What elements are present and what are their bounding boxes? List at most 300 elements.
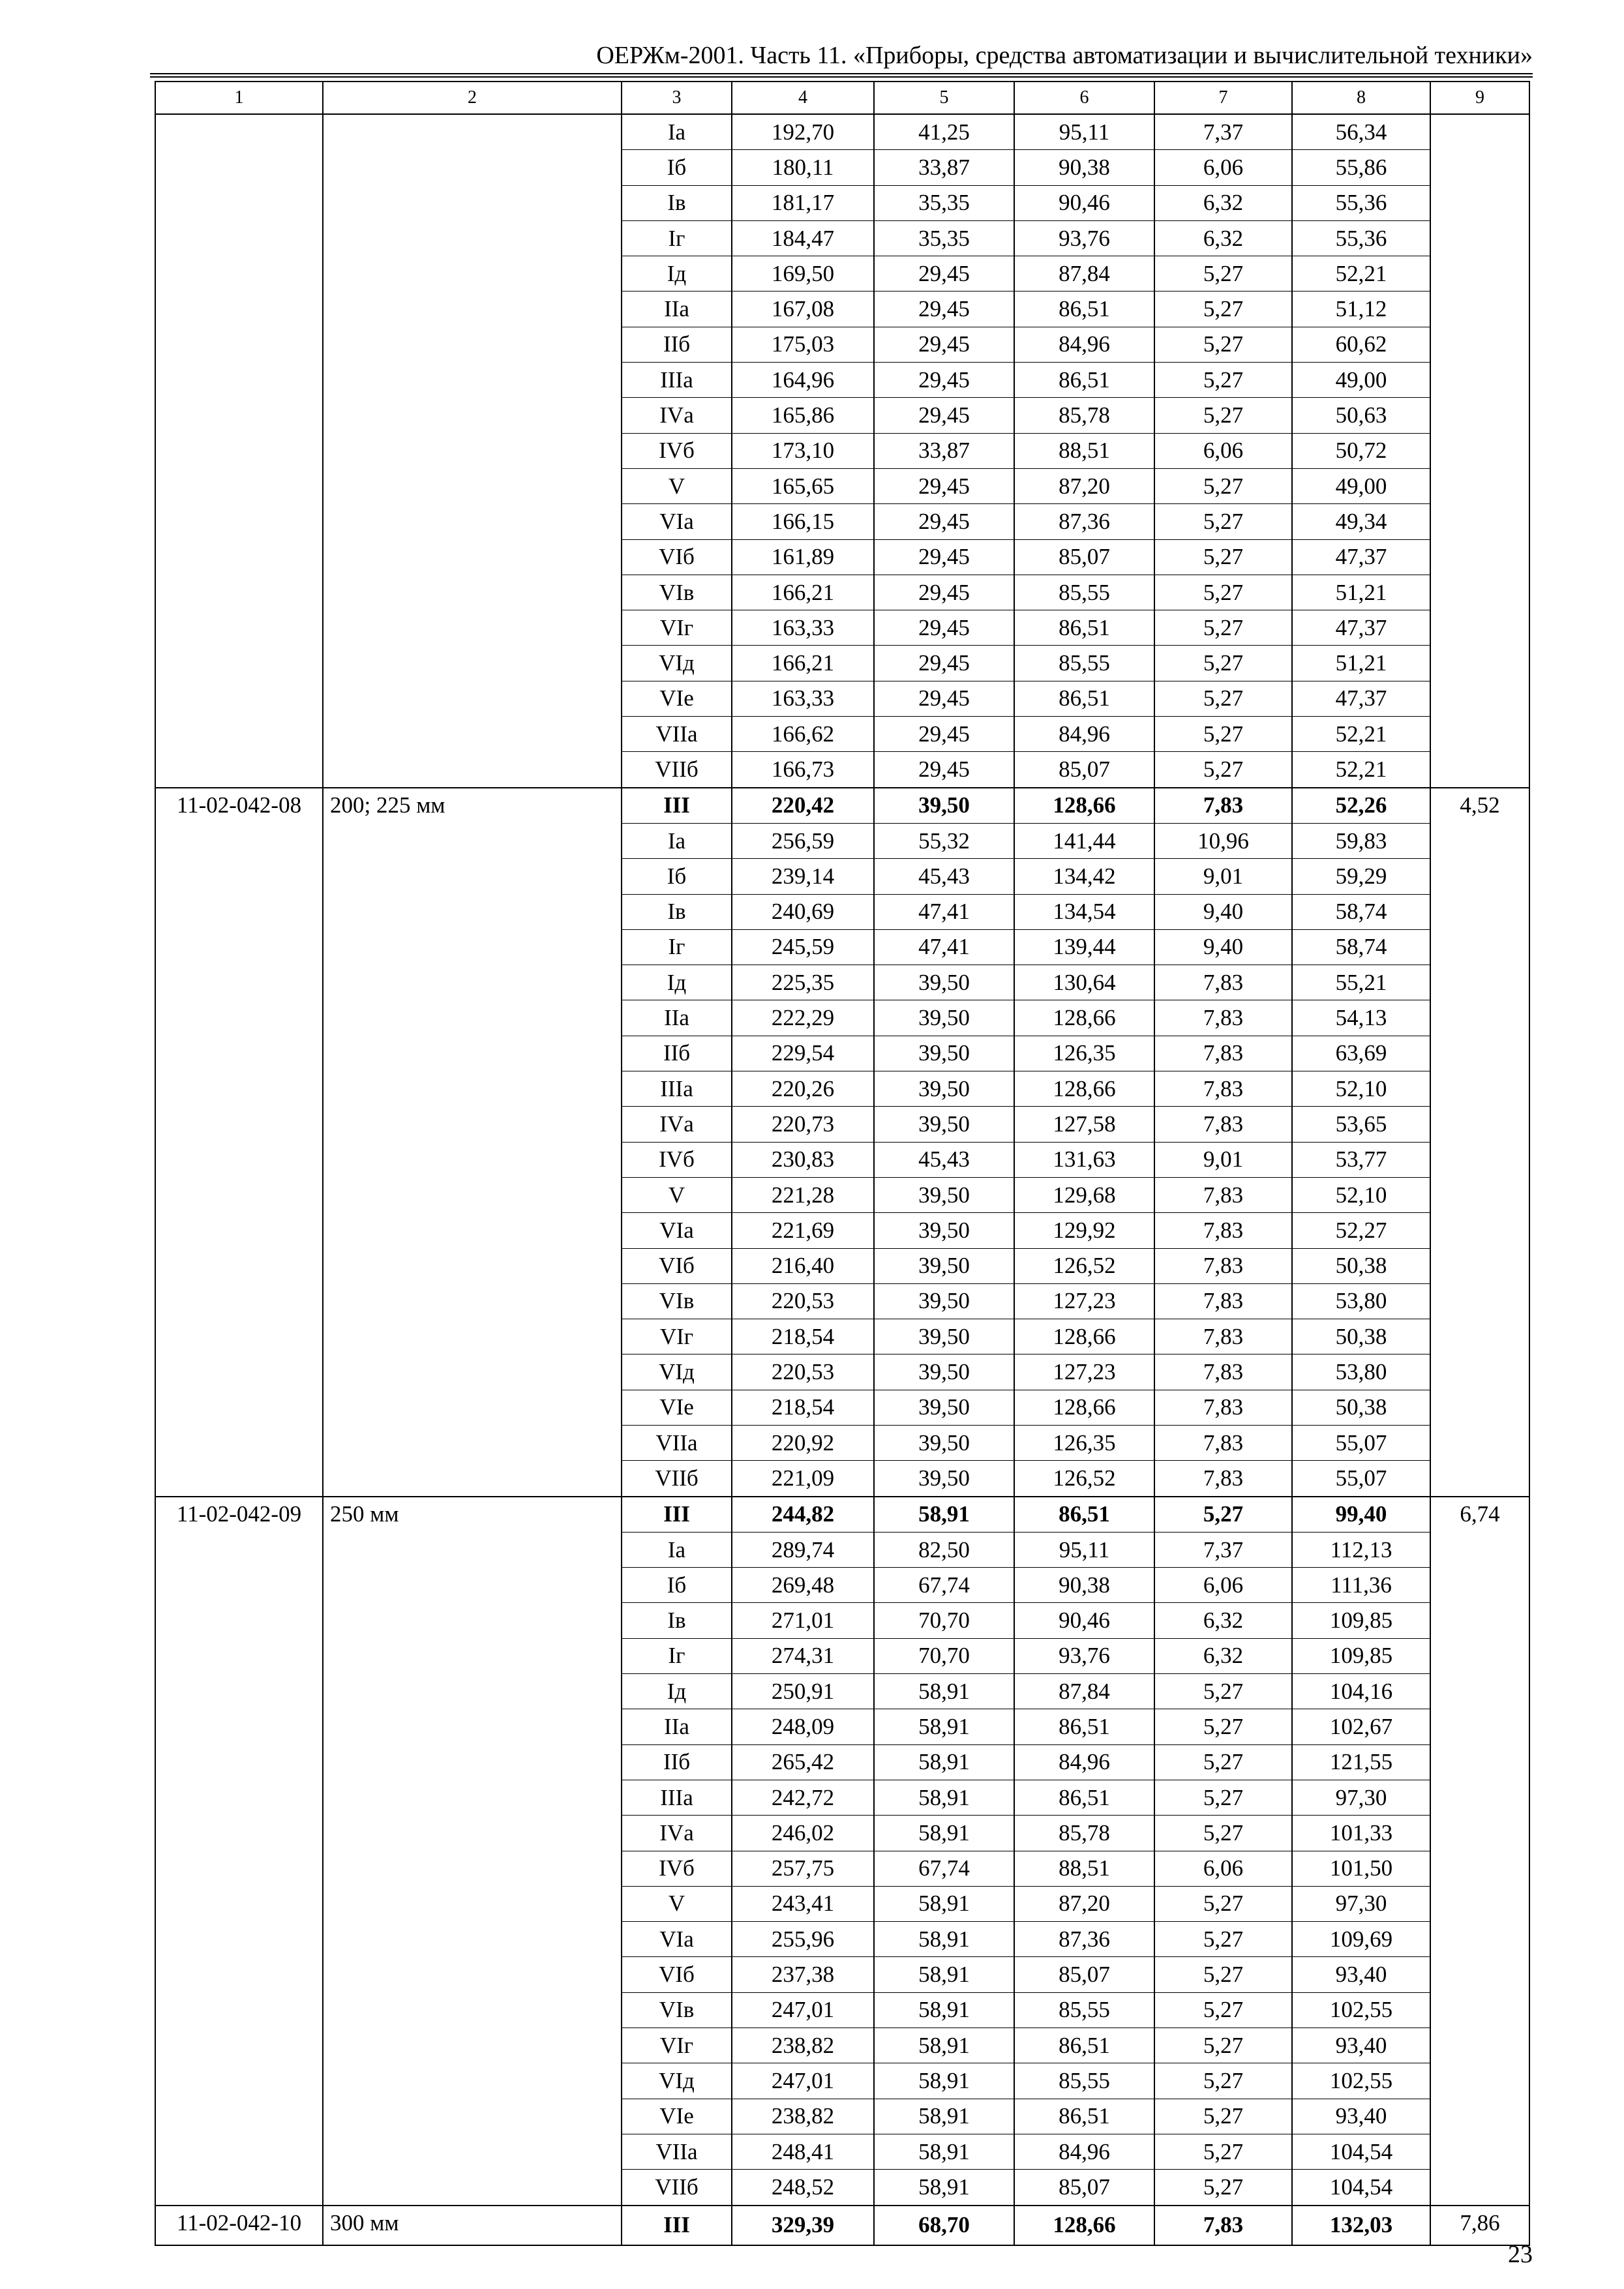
value-col5: 39,50 [874, 1283, 1014, 1319]
value-col8: 59,29 [1292, 859, 1430, 894]
value-col5: 67,74 [874, 1568, 1014, 1603]
value-col6: 86,51 [1014, 1497, 1154, 1533]
value-col8: 53,80 [1292, 1354, 1430, 1390]
value-col5: 58,91 [874, 1922, 1014, 1957]
value-col7: 7,83 [1154, 1283, 1292, 1319]
column-number-row [155, 82, 1529, 114]
value-col6: 126,35 [1014, 1036, 1154, 1071]
value-col5: 58,91 [874, 1992, 1014, 2027]
value-col7: 5,27 [1154, 1744, 1292, 1780]
value-col5: 39,50 [874, 1248, 1014, 1283]
region-code: IIIа [622, 363, 732, 398]
value-col8: 50,38 [1292, 1390, 1430, 1425]
value-col7: 7,83 [1154, 1319, 1292, 1354]
value-col4: 220,26 [732, 1071, 874, 1107]
value-col5: 39,50 [874, 1390, 1014, 1425]
value-col8: 49,00 [1292, 468, 1430, 503]
value-col7: 7,83 [1154, 1071, 1292, 1107]
value-col6: 128,66 [1014, 1071, 1154, 1107]
region-code: Iд [622, 256, 732, 292]
column-number: 2 [323, 82, 622, 114]
region-code: VIг [622, 1319, 732, 1354]
table-row [155, 788, 1529, 824]
value-col8: 55,36 [1292, 220, 1430, 256]
value-col6: 87,20 [1014, 468, 1154, 503]
column-number: 8 [1292, 82, 1430, 114]
region-code: VIб [622, 539, 732, 575]
value-col6: 84,96 [1014, 2134, 1154, 2169]
column-number: 6 [1014, 82, 1154, 114]
region-code: V [622, 468, 732, 503]
value-col6: 128,66 [1014, 788, 1154, 824]
item-col9-value [1430, 114, 1529, 788]
value-col8: 52,21 [1292, 717, 1430, 752]
value-col8: 93,40 [1292, 1957, 1430, 1992]
value-col7: 7,83 [1154, 1213, 1292, 1248]
value-col5: 58,91 [874, 2099, 1014, 2134]
value-col6: 84,96 [1014, 327, 1154, 362]
value-col5: 45,43 [874, 859, 1014, 894]
value-col4: 239,14 [732, 859, 874, 894]
value-col7: 10,96 [1154, 823, 1292, 858]
value-col4: 243,41 [732, 1886, 874, 1921]
region-code: IIIа [622, 1780, 732, 1815]
value-col7: 7,83 [1154, 1390, 1292, 1425]
region-code: V [622, 1886, 732, 1921]
item-code: 11-02-042-09 [155, 1497, 323, 2206]
value-col4: 229,54 [732, 1036, 874, 1071]
value-col6: 128,66 [1014, 2206, 1154, 2245]
region-code: IIб [622, 327, 732, 362]
value-col4: 245,59 [732, 929, 874, 965]
region-code: III [622, 2206, 732, 2245]
value-col6: 88,51 [1014, 433, 1154, 468]
value-col8: 99,40 [1292, 1497, 1430, 1533]
value-col5: 58,91 [874, 1744, 1014, 1780]
region-code: VIIа [622, 2134, 732, 2169]
value-col8: 109,85 [1292, 1603, 1430, 1638]
value-col6: 126,52 [1014, 1461, 1154, 1497]
region-code: Iд [622, 1674, 732, 1709]
value-col6: 85,07 [1014, 1957, 1154, 1992]
value-col5: 70,70 [874, 1603, 1014, 1638]
value-col8: 97,30 [1292, 1780, 1430, 1815]
value-col4: 163,33 [732, 681, 874, 716]
value-col7: 7,83 [1154, 788, 1292, 824]
value-col8: 58,74 [1292, 894, 1430, 929]
value-col6: 129,68 [1014, 1177, 1154, 1212]
value-col4: 175,03 [732, 327, 874, 362]
value-col6: 86,51 [1014, 2028, 1154, 2063]
value-col6: 134,54 [1014, 894, 1154, 929]
value-col8: 47,37 [1292, 610, 1430, 646]
value-col5: 29,45 [874, 468, 1014, 503]
value-col8: 63,69 [1292, 1036, 1430, 1071]
header-rule [150, 73, 1533, 74]
value-col8: 52,27 [1292, 1213, 1430, 1248]
value-col5: 39,50 [874, 1461, 1014, 1497]
value-col5: 39,50 [874, 1177, 1014, 1212]
value-col5: 29,45 [874, 575, 1014, 610]
region-code: IIа [622, 1000, 732, 1036]
value-col7: 7,83 [1154, 1248, 1292, 1283]
value-col4: 247,01 [732, 1992, 874, 2027]
value-col7: 6,32 [1154, 1603, 1292, 1638]
region-code: VIд [622, 1354, 732, 1390]
value-col5: 39,50 [874, 788, 1014, 824]
value-col7: 5,27 [1154, 539, 1292, 575]
item-col9-value: 6,74 [1430, 1497, 1529, 2206]
value-col8: 56,34 [1292, 114, 1430, 150]
value-col5: 39,50 [874, 1036, 1014, 1071]
value-col4: 255,96 [732, 1922, 874, 1957]
value-col6: 84,96 [1014, 717, 1154, 752]
value-col7: 6,32 [1154, 185, 1292, 220]
value-col8: 60,62 [1292, 327, 1430, 362]
value-col6: 134,42 [1014, 859, 1154, 894]
value-col8: 53,65 [1292, 1107, 1430, 1142]
value-col6: 127,23 [1014, 1354, 1154, 1390]
table-row [155, 114, 1529, 150]
region-code: Iа [622, 114, 732, 150]
region-code: VIв [622, 1283, 732, 1319]
value-col7: 5,27 [1154, 1816, 1292, 1851]
page-number: 23 [1508, 2241, 1533, 2268]
value-col7: 5,27 [1154, 1922, 1292, 1957]
region-code: VIIб [622, 2170, 732, 2206]
table-row [155, 2206, 1529, 2245]
value-col4: 167,08 [732, 292, 874, 327]
region-code: Iг [622, 1638, 732, 1673]
region-code: VIа [622, 504, 732, 539]
value-col4: 166,62 [732, 717, 874, 752]
value-col7: 5,27 [1154, 398, 1292, 433]
region-code: III [622, 788, 732, 824]
value-col5: 29,45 [874, 363, 1014, 398]
value-col7: 5,27 [1154, 717, 1292, 752]
value-col7: 5,27 [1154, 256, 1292, 292]
value-col7: 5,27 [1154, 1497, 1292, 1533]
value-col5: 33,87 [874, 433, 1014, 468]
value-col5: 39,50 [874, 1354, 1014, 1390]
value-col5: 58,91 [874, 1886, 1014, 1921]
value-col4: 161,89 [732, 539, 874, 575]
value-col8: 109,85 [1292, 1638, 1430, 1673]
region-code: Iа [622, 1532, 732, 1567]
table-row [155, 1497, 1529, 1533]
value-col4: 216,40 [732, 1248, 874, 1283]
value-col4: 248,52 [732, 2170, 874, 2206]
value-col4: 250,91 [732, 1674, 874, 1709]
value-col7: 5,27 [1154, 468, 1292, 503]
value-col8: 97,30 [1292, 1886, 1430, 1921]
value-col8: 51,21 [1292, 575, 1430, 610]
region-code: VIе [622, 2099, 732, 2134]
value-col7: 7,83 [1154, 1000, 1292, 1036]
item-name: 300 мм [323, 2206, 622, 2245]
value-col4: 269,48 [732, 1568, 874, 1603]
value-col6: 85,55 [1014, 1992, 1154, 2027]
value-col8: 52,10 [1292, 1177, 1430, 1212]
column-number: 5 [874, 82, 1014, 114]
value-col8: 104,54 [1292, 2134, 1430, 2169]
value-col7: 5,27 [1154, 327, 1292, 362]
value-col5: 29,45 [874, 752, 1014, 788]
item-name: 200; 225 мм [323, 788, 622, 1497]
value-col5: 58,91 [874, 1780, 1014, 1815]
value-col5: 29,45 [874, 717, 1014, 752]
value-col5: 58,91 [874, 1709, 1014, 1744]
region-code: IIб [622, 1744, 732, 1780]
value-col6: 131,63 [1014, 1142, 1154, 1177]
value-col4: 237,38 [732, 1957, 874, 1992]
value-col7: 6,06 [1154, 1568, 1292, 1603]
value-col7: 7,37 [1154, 1532, 1292, 1567]
value-col5: 29,45 [874, 681, 1014, 716]
value-col5: 58,91 [874, 2063, 1014, 2099]
value-col6: 141,44 [1014, 823, 1154, 858]
value-col6: 127,58 [1014, 1107, 1154, 1142]
value-col6: 86,51 [1014, 292, 1154, 327]
value-col6: 128,66 [1014, 1390, 1154, 1425]
value-col5: 68,70 [874, 2206, 1014, 2245]
value-col4: 244,82 [732, 1497, 874, 1533]
value-col6: 93,76 [1014, 1638, 1154, 1673]
value-col4: 165,65 [732, 468, 874, 503]
value-col7: 9,01 [1154, 1142, 1292, 1177]
value-col5: 29,45 [874, 610, 1014, 646]
value-col7: 5,27 [1154, 646, 1292, 681]
value-col5: 58,91 [874, 2134, 1014, 2169]
region-code: IIа [622, 292, 732, 327]
value-col5: 58,91 [874, 2028, 1014, 2063]
value-col8: 50,63 [1292, 398, 1430, 433]
value-col8: 112,13 [1292, 1532, 1430, 1567]
value-col8: 104,16 [1292, 1674, 1430, 1709]
value-col8: 50,38 [1292, 1248, 1430, 1283]
value-col6: 85,07 [1014, 2170, 1154, 2206]
value-col4: 221,69 [732, 1213, 874, 1248]
value-col4: 181,17 [732, 185, 874, 220]
value-col7: 5,27 [1154, 2134, 1292, 2169]
value-col6: 86,51 [1014, 363, 1154, 398]
value-col7: 6,32 [1154, 220, 1292, 256]
region-code: Iг [622, 220, 732, 256]
value-col5: 67,74 [874, 1851, 1014, 1886]
column-number: 7 [1154, 82, 1292, 114]
region-code: VIа [622, 1213, 732, 1248]
value-col7: 5,27 [1154, 1886, 1292, 1921]
column-number: 9 [1430, 82, 1529, 114]
value-col5: 39,50 [874, 1319, 1014, 1354]
value-col7: 7,83 [1154, 965, 1292, 1000]
value-col8: 49,00 [1292, 363, 1430, 398]
region-code: IVа [622, 1107, 732, 1142]
value-col7: 5,27 [1154, 363, 1292, 398]
value-col8: 102,67 [1292, 1709, 1430, 1744]
value-col5: 29,45 [874, 256, 1014, 292]
value-col8: 50,72 [1292, 433, 1430, 468]
value-col6: 84,96 [1014, 1744, 1154, 1780]
value-col8: 47,37 [1292, 681, 1430, 716]
value-col4: 230,83 [732, 1142, 874, 1177]
value-col4: 220,53 [732, 1354, 874, 1390]
value-col5: 29,45 [874, 327, 1014, 362]
value-col4: 257,75 [732, 1851, 874, 1886]
value-col4: 289,74 [732, 1532, 874, 1567]
value-col7: 5,27 [1154, 2170, 1292, 2206]
value-col6: 86,51 [1014, 1780, 1154, 1815]
value-col4: 246,02 [732, 1816, 874, 1851]
value-col7: 6,06 [1154, 1851, 1292, 1886]
value-col6: 128,66 [1014, 1319, 1154, 1354]
value-col4: 256,59 [732, 823, 874, 858]
value-col7: 5,27 [1154, 2099, 1292, 2134]
value-col7: 5,27 [1154, 292, 1292, 327]
region-code: IVб [622, 1142, 732, 1177]
value-col7: 5,27 [1154, 1957, 1292, 1992]
value-col8: 102,55 [1292, 2063, 1430, 2099]
value-col4: 274,31 [732, 1638, 874, 1673]
value-col6: 90,38 [1014, 1568, 1154, 1603]
region-code: IVб [622, 433, 732, 468]
value-col4: 180,11 [732, 150, 874, 185]
value-col6: 86,51 [1014, 610, 1154, 646]
value-col6: 86,51 [1014, 1709, 1154, 1744]
value-col4: 221,09 [732, 1461, 874, 1497]
region-code: Iб [622, 150, 732, 185]
region-code: VIе [622, 1390, 732, 1425]
region-code: IIIа [622, 1071, 732, 1107]
value-col4: 238,82 [732, 2028, 874, 2063]
value-col7: 5,27 [1154, 1780, 1292, 1815]
value-col4: 166,73 [732, 752, 874, 788]
value-col6: 85,07 [1014, 539, 1154, 575]
value-col7: 7,83 [1154, 1036, 1292, 1071]
value-col4: 248,41 [732, 2134, 874, 2169]
region-code: VIе [622, 681, 732, 716]
value-col6: 86,51 [1014, 2099, 1154, 2134]
region-code: VIг [622, 610, 732, 646]
value-col5: 39,50 [874, 1071, 1014, 1107]
value-col7: 7,83 [1154, 1425, 1292, 1460]
value-col4: 166,15 [732, 504, 874, 539]
value-col5: 35,35 [874, 220, 1014, 256]
value-col8: 49,34 [1292, 504, 1430, 539]
region-code: VIв [622, 1992, 732, 2027]
value-col5: 39,50 [874, 1425, 1014, 1460]
region-code: VIд [622, 646, 732, 681]
region-code: Iв [622, 185, 732, 220]
value-col8: 93,40 [1292, 2028, 1430, 2063]
value-col4: 242,72 [732, 1780, 874, 1815]
value-col6: 90,46 [1014, 1603, 1154, 1638]
region-code: VIб [622, 1957, 732, 1992]
region-code: Iв [622, 1603, 732, 1638]
value-col8: 53,77 [1292, 1142, 1430, 1177]
value-col6: 95,11 [1014, 1532, 1154, 1567]
value-col8: 101,50 [1292, 1851, 1430, 1886]
item-col9-value: 4,52 [1430, 788, 1529, 1497]
value-col7: 9,40 [1154, 894, 1292, 929]
item-code: 11-02-042-08 [155, 788, 323, 1497]
region-code: VIIб [622, 752, 732, 788]
value-col8: 51,21 [1292, 646, 1430, 681]
value-col7: 7,83 [1154, 1107, 1292, 1142]
value-col8: 52,21 [1292, 256, 1430, 292]
value-col8: 59,83 [1292, 823, 1430, 858]
value-col5: 47,41 [874, 894, 1014, 929]
region-code: VIIа [622, 1425, 732, 1460]
value-col8: 55,07 [1292, 1461, 1430, 1497]
value-col6: 129,92 [1014, 1213, 1154, 1248]
value-col6: 127,23 [1014, 1283, 1154, 1319]
value-col8: 132,03 [1292, 2206, 1430, 2245]
value-col4: 184,47 [732, 220, 874, 256]
value-col6: 85,78 [1014, 1816, 1154, 1851]
value-col4: 248,09 [732, 1709, 874, 1744]
region-code: VIв [622, 575, 732, 610]
value-col5: 45,43 [874, 1142, 1014, 1177]
value-col4: 222,29 [732, 1000, 874, 1036]
value-col5: 39,50 [874, 1000, 1014, 1036]
value-col6: 85,78 [1014, 398, 1154, 433]
value-col5: 39,50 [874, 1213, 1014, 1248]
region-code: IVа [622, 398, 732, 433]
value-col8: 53,80 [1292, 1283, 1430, 1319]
value-col8: 52,10 [1292, 1071, 1430, 1107]
value-col7: 7,83 [1154, 1354, 1292, 1390]
value-col8: 111,36 [1292, 1568, 1430, 1603]
value-col7: 5,27 [1154, 2028, 1292, 2063]
value-col4: 163,33 [732, 610, 874, 646]
value-col7: 7,83 [1154, 1461, 1292, 1497]
value-col6: 93,76 [1014, 220, 1154, 256]
column-number: 4 [732, 82, 874, 114]
item-name: 250 мм [323, 1497, 622, 2206]
value-col7: 5,27 [1154, 681, 1292, 716]
value-col5: 47,41 [874, 929, 1014, 965]
region-code: VIIб [622, 1461, 732, 1497]
value-col8: 101,33 [1292, 1816, 1430, 1851]
value-col4: 240,69 [732, 894, 874, 929]
value-col6: 128,66 [1014, 1000, 1154, 1036]
value-col4: 265,42 [732, 1744, 874, 1780]
value-col8: 50,38 [1292, 1319, 1430, 1354]
value-col7: 5,27 [1154, 1992, 1292, 2027]
value-col4: 192,70 [732, 114, 874, 150]
value-col8: 55,07 [1292, 1425, 1430, 1460]
region-code: Iв [622, 894, 732, 929]
value-col4: 218,54 [732, 1319, 874, 1354]
value-col7: 6,06 [1154, 150, 1292, 185]
column-number: 1 [155, 82, 323, 114]
page-header-title: ОЕРЖм-2001. Часть 11. «Приборы, средства автоматизации и вычислительной техники» [596, 42, 1533, 69]
value-col7: 6,32 [1154, 1638, 1292, 1673]
value-col6: 139,44 [1014, 929, 1154, 965]
value-col6: 126,35 [1014, 1425, 1154, 1460]
value-col6: 126,52 [1014, 1248, 1154, 1283]
value-col6: 95,11 [1014, 114, 1154, 150]
value-col6: 87,84 [1014, 256, 1154, 292]
value-col7: 5,27 [1154, 1709, 1292, 1744]
value-col4: 169,50 [732, 256, 874, 292]
value-col5: 33,87 [874, 150, 1014, 185]
region-code: IVа [622, 1816, 732, 1851]
value-col5: 29,45 [874, 504, 1014, 539]
value-col5: 29,45 [874, 539, 1014, 575]
value-col7: 5,27 [1154, 610, 1292, 646]
